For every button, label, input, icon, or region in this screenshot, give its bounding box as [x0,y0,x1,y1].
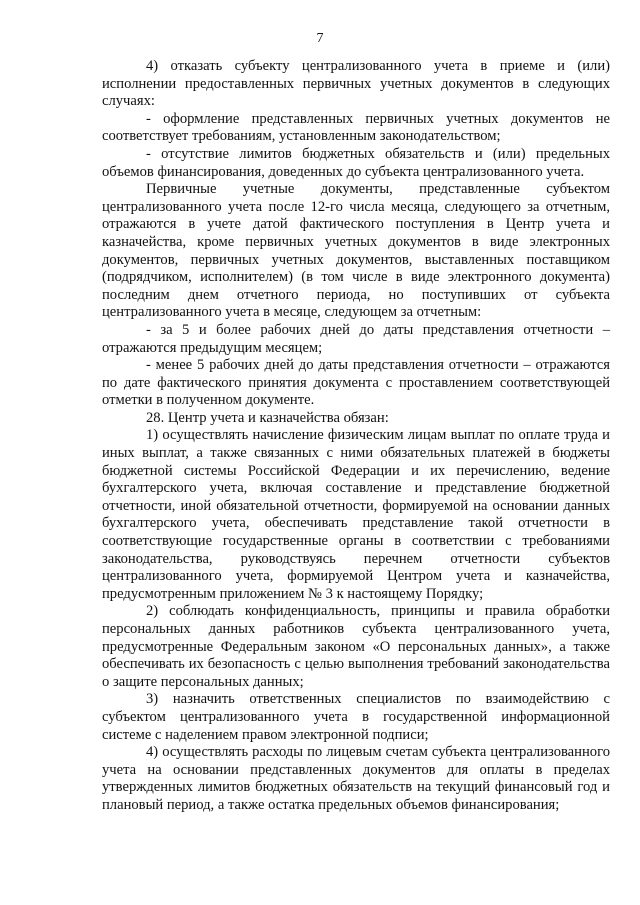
paragraph-five-days-or-more: - за 5 и более рабочих дней до даты представления отчетности – отражаются предыдущим месяцем; [102,321,610,356]
document-body [102,58,610,815]
paragraph-case-formatting: - оформление представленных первичных учетных документов не соответствует требованиям, установленным законодательством; [102,110,610,145]
paragraph-item-4-refuse: 4) отказать субъекту централизованного учета в приеме и (или) исполнении предоставленных первичных учетных документов в следующих случаях: [102,58,610,110]
paragraph-duty-2: 2) соблюдать конфиденциальность, принципы и правила обработки персональных данных работников субъекта централизованного учета, предусмотренные Федеральным законом «О персональных данных», а также обеспечивать их безопасность с целью выполнения требований законодательства о защите персональных данных; [102,603,610,690]
paragraph-duty-3: 3) назначить ответственных специалистов по взаимодействию с субъектом централизованного учета в государственной информационной системе с наделением правом электронной подписи; [102,691,610,743]
paragraph-duty-1: 1) осуществлять начисление физическим лицам выплат по оплате труда и иных выплат, а также связанных с ними обязательных платежей в бюджеты бюджетной системы Российской Федерации и их перечислению, ведение бухгалтерского учета, включая составление и представление бюджетной отчетности, иной обязательной отчетности, формируемой на основании данных бухгалтерского учета, обеспечивать представление такой отчетности в соответствующие государственные органы в соответствии с требованиями законодательства, руководствуясь перечнем отчетности субъектов централизованного учета, формируемой Центром учета и казначейства, предусмотренным приложением № 3 к настоящему Порядку; [102,427,610,602]
paragraph-section-28-heading: 28. Центр учета и казначейства обязан: [146,409,389,426]
paragraph-less-than-five-days: - менее 5 рабочих дней до даты представления отчетности – отражаются по дате фактического принятия документа с проставлением соответствующей отметки в полученном документе. [102,357,610,409]
paragraph-duty-4: 4) осуществлять расходы по лицевым счетам субъекта централизованного учета на основании представленных документов для оплаты в пределах утвержденных лимитов бюджетных обязательств на текущий финансовый год и плановый период, а также остатка предельных объемов финансирования; [102,744,610,813]
paragraph-case-no-limits: - отсутствие лимитов бюджетных обязательств и (или) предельных объемов финансирования, доведенных до субъекта централизованного учета. [102,145,610,180]
paragraph-primary-documents: Первичные учетные документы, представленные субъектом централизованного учета после 12-го числа месяца, следующего за отчетным, отражаются в учете датой фактического поступления в Центр учета и казначейства, кроме первичных учетных документов в виде электронных документов, первичных учетных документов, выставленных поставщиком (подрядчиком, исполнителем) (в том числе в виде электронного документа) последним днем отчетного периода, но поступивших от субъекта централизованного учета в месяце, следующем за отчетным: [102,181,610,321]
page-number: 7 [316,31,324,46]
